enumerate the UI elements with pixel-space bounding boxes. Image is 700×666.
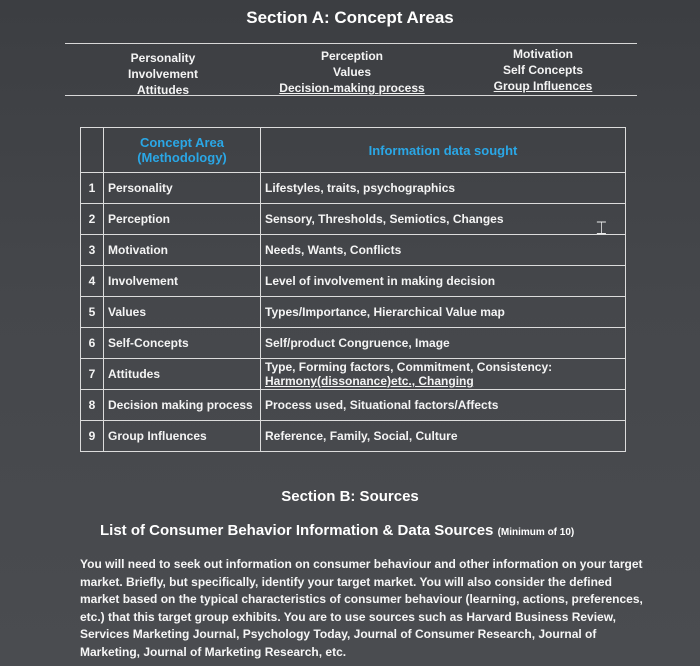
top-rule [65, 43, 637, 44]
top-column-3 [484, 46, 602, 94]
row-information [261, 359, 626, 390]
row-concept-area: Perception [104, 204, 261, 235]
row-concept-area: Group Influences [104, 421, 261, 452]
row-concept-area: Decision making process [104, 390, 261, 421]
top-column-1 [108, 50, 218, 98]
row-concept-area: Involvement [104, 266, 261, 297]
row-number: 7 [81, 359, 104, 390]
header-concept-area-line-1: Concept Area [139, 135, 225, 150]
section-a-title: Section A: Concept Areas [246, 8, 454, 27]
row-number: 8 [81, 390, 104, 421]
top-column-3-line-1: Motivation [513, 47, 573, 61]
row-concept-area: Personality [104, 173, 261, 204]
row-information-line-2: Harmony(dissonance)etc., Changing [265, 374, 474, 388]
row-information-line-1: Type, Forming factors, Commitment, Consistency: [265, 360, 553, 374]
table-row [81, 421, 626, 452]
bottom-rule [65, 95, 637, 96]
top-column-3-line-2: Self Concepts [502, 63, 583, 77]
header-information-data: Information data sought [261, 128, 626, 173]
row-information: Types/Importance, Hierarchical Value map [261, 297, 626, 328]
row-information: Self/product Congruence, Image [261, 328, 626, 359]
row-concept-area: Motivation [104, 235, 261, 266]
row-information: Level of involvement in making decision [261, 266, 626, 297]
table-row [81, 297, 626, 328]
top-column-3-line-3: Group Influences [493, 79, 593, 93]
row-number: 9 [81, 421, 104, 452]
top-column-1-line-1: Personality [130, 51, 196, 65]
row-information: Process used, Situational factors/Affects [261, 390, 626, 421]
header-concept-area-line-2: (Methodology) [137, 150, 227, 165]
row-concept-area: Attitudes [104, 359, 261, 390]
top-column-2-line-3: Decision-making process [279, 81, 425, 95]
header-concept-area [104, 128, 261, 173]
row-number: 1 [81, 173, 104, 204]
instructions-paragraph: You will need to seek out information on consumer behaviour and other information on your target market. Briefly, but specifically, identify your target market. You will also consider the defined market based on the typical characteristics of consumer behaviour (learning, actions, preferences, etc.) that this target group exhibits. You are to use sources such as Harvard Business Review, Services Marketing Journal, Psychology Today, Journal of Consumer Research, Journal of Marketing, Journal of Marketing Research, etc. [80, 557, 643, 659]
row-information: Needs, Wants, Conflicts [261, 235, 626, 266]
top-column-1-line-3: Attitudes [137, 83, 189, 97]
table-row [81, 266, 626, 297]
list-title-text: List of Consumer Behavior Information & Data Sources [100, 522, 494, 539]
section-b-title: Section B: Sources [281, 488, 419, 505]
table-row [81, 328, 626, 359]
table-row [81, 235, 626, 266]
table-row [81, 204, 626, 235]
row-concept-area: Self-Concepts [104, 328, 261, 359]
top-column-2-line-1: Perception [320, 49, 383, 63]
row-number: 5 [81, 297, 104, 328]
header-num-cell [81, 128, 104, 173]
top-column-2 [276, 48, 428, 96]
list-title-minimum: (Minimum of 10) [497, 527, 575, 538]
list-title [100, 522, 574, 539]
row-information: Sensory, Thresholds, Semiotics, Changes [261, 204, 626, 235]
table-row [81, 390, 626, 421]
row-number: 2 [81, 204, 104, 235]
row-information: Lifestyles, traits, psychographics [261, 173, 626, 204]
row-number: 4 [81, 266, 104, 297]
table-row [81, 173, 626, 204]
row-information: Reference, Family, Social, Culture [261, 421, 626, 452]
text-cursor-icon: ⌶ [596, 218, 607, 238]
top-column-1-line-2: Involvement [127, 67, 199, 81]
concept-areas-table [80, 127, 626, 452]
top-column-2-line-2: Values [332, 65, 372, 79]
table-header-row [81, 128, 626, 173]
row-concept-area: Values [104, 297, 261, 328]
row-number: 3 [81, 235, 104, 266]
row-number: 6 [81, 328, 104, 359]
table-row [81, 359, 626, 390]
